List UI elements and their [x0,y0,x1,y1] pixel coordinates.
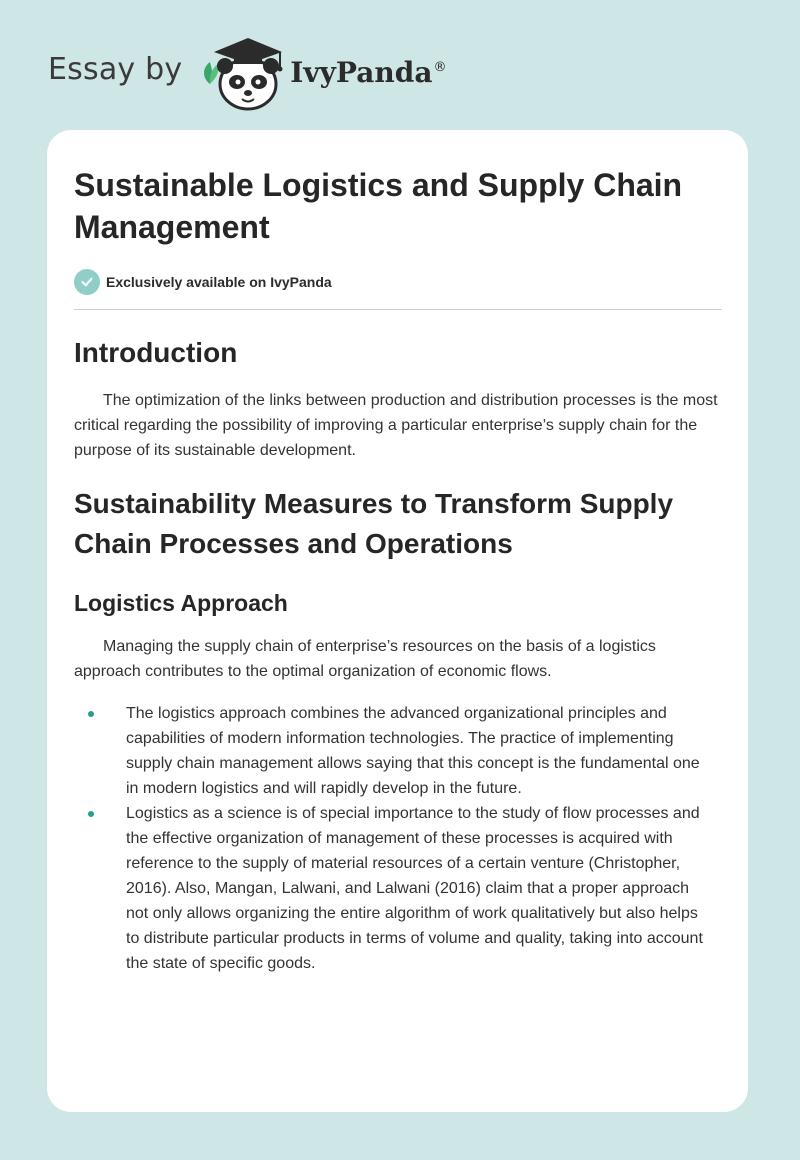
subsection-heading-logistics-approach: Logistics Approach [74,590,288,616]
intro-paragraph: The optimization of the links between production and distribution processes is the most critical regarding the possibility of improving a particular enterprise’s supply chain for the purpose of its sustainable development. [74,392,718,459]
list-item [74,801,722,976]
list-item [74,701,722,801]
section-heading-introduction: Introduction [74,337,238,368]
logistics-paragraph: Managing the supply chain of enterprise’s resources on the basis of a logistics approach contributes to the optimal organization of economic flows. [74,638,656,680]
list-item-text: The logistics approach combines the advanced organizational principles and capabilities of modern information technologies. The practice of implementing supply chain management allows saying that this concept is the fundamental one in modern logistics and will rapidly develop in the future. [126,705,700,797]
essay-card [47,130,748,1112]
brand-name-text: IvyPanda [290,55,433,89]
panda-graduate-icon[interactable] [196,32,292,112]
section-heading-sustainability-measures: Sustainability Measures to Transform Supply Chain Processes and Operations [74,488,674,559]
bullet-icon [88,711,94,717]
list-item-text: Logistics as a science is of special importance to the study of flow processes and the effective organization of management of these processes is acquired with reference to the supply of material resources of a certain venture (Christopher, 2016). Also, Mangan, Lalwani, and Lalwani (2016) claim that a proper approach not only allows organizing the entire algorithm of work qualitatively but also helps to distribute particular products in terms of volume and quality, taking into account the state of specific goods. [126,805,703,972]
exclusive-badge [74,268,722,296]
page-title: Sustainable Logistics and Supply Chain Management [74,167,683,245]
divider [74,309,722,310]
bullet-icon [88,811,94,817]
registered-mark: ® [433,60,447,76]
bullet-list [74,701,722,976]
exclusive-label: Exclusively available on IvyPanda [106,274,332,290]
brand-name[interactable] [290,56,446,89]
brand-header [48,32,446,112]
brand-prefix: Essay by [48,51,183,87]
check-circle-icon [74,269,100,295]
